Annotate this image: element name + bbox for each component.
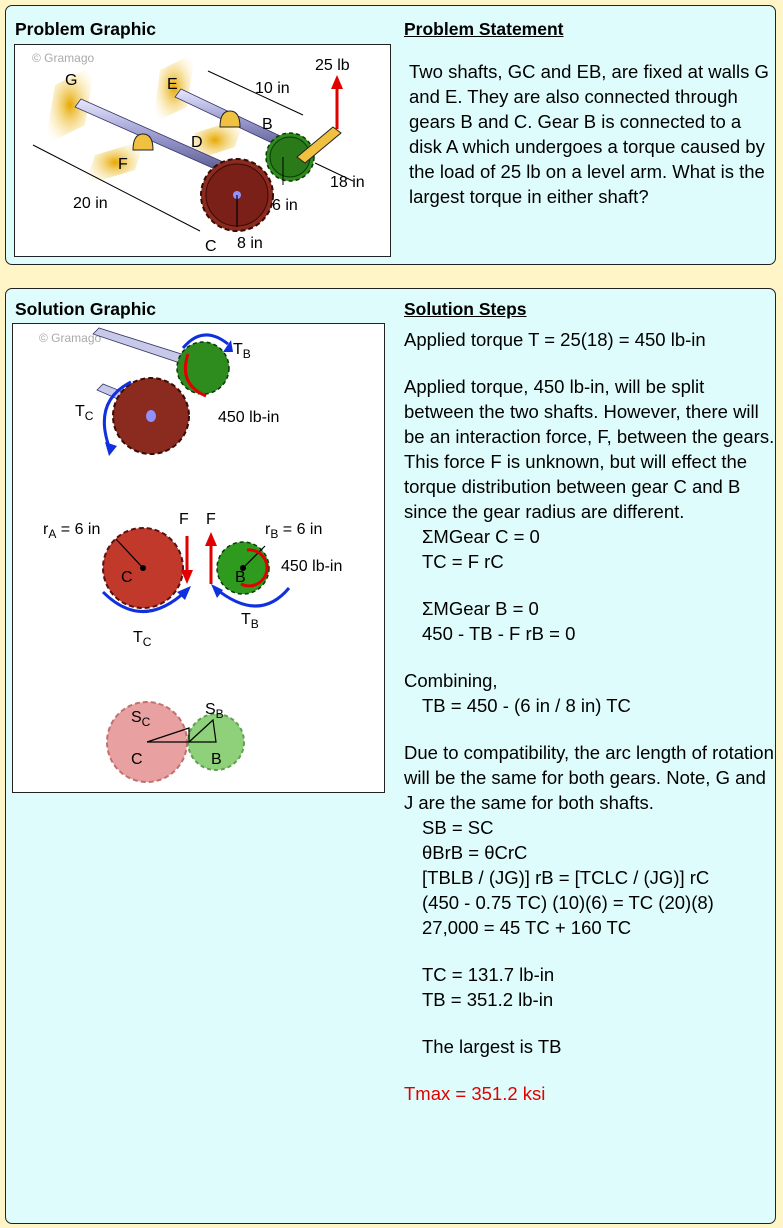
solution-graphic-title: Solution Graphic bbox=[15, 299, 156, 319]
label-sb: $S_B$ bbox=[205, 701, 224, 721]
eq-tc: TC = F rC bbox=[422, 551, 504, 572]
label-gear-b: B bbox=[235, 569, 246, 586]
largest-statement: The largest is TB bbox=[422, 1036, 562, 1057]
eq-theta: θBrB = θCrC bbox=[422, 842, 528, 863]
label-8in: 8 in bbox=[237, 235, 263, 252]
eq-num: (450 - 0.75 TC) (10)(6) = TC (20)(8) bbox=[422, 892, 714, 913]
label-tb-fbd: $T_B$ bbox=[241, 611, 259, 631]
label-18in: 18 in bbox=[330, 174, 365, 191]
label-tc-fbd: $T_C$ bbox=[133, 629, 152, 649]
label-tc-top: $T_C$ bbox=[75, 403, 94, 423]
solution-steps bbox=[404, 327, 776, 1106]
label-load: 25 lb bbox=[315, 57, 350, 74]
label-torque-top: 450 lb-in bbox=[218, 409, 280, 426]
label-b: B bbox=[262, 116, 273, 133]
label-f2: F bbox=[206, 511, 216, 528]
label-g: G bbox=[65, 72, 78, 89]
label-torque-fbd: 450 lb-in bbox=[281, 558, 343, 575]
solution-panel bbox=[5, 288, 776, 1224]
label-tb-top: $T_B$ bbox=[233, 341, 251, 361]
label-c: C bbox=[205, 238, 217, 255]
step-split: Applied torque, 450 lb-in, will be split between the two shafts. However, there will be an interaction force, F, between the gears. This force F is unknown, but will effect the torque distribution between gear C and B since the gear radius are different. bbox=[404, 376, 775, 522]
problem-graphic-title: Problem Graphic bbox=[15, 19, 157, 39]
label-gear-c: C bbox=[121, 569, 133, 586]
eq-s: SB = SC bbox=[422, 817, 494, 838]
result-tc: TC = 131.7 lb-in bbox=[422, 964, 555, 985]
eq-sum-c: ΣMGear C = 0 bbox=[422, 526, 540, 547]
problem-graphic bbox=[14, 44, 391, 257]
copyright: © Gramago bbox=[32, 51, 95, 65]
eq-tl: [TBLB / (JG)] rB = [TCLC / (JG)] rC bbox=[422, 867, 710, 888]
solution-graphic bbox=[12, 323, 385, 793]
label-6in: 6 in bbox=[272, 197, 298, 214]
label-e: E bbox=[167, 76, 178, 93]
eq-sum: 27,000 = 45 TC + 160 TC bbox=[422, 917, 632, 938]
label-f: F bbox=[118, 156, 128, 173]
eq-combined: TB = 450 - (6 in / 8 in) TC bbox=[422, 695, 631, 716]
label-sc: $S_C$ bbox=[131, 709, 151, 729]
problem-panel bbox=[5, 5, 776, 265]
copyright: © Gramago bbox=[39, 331, 102, 345]
final-answer: Tmax = 351.2 ksi bbox=[404, 1083, 546, 1104]
problem-figure bbox=[15, 45, 390, 256]
eq-b: 450 - TB - F rB = 0 bbox=[422, 623, 576, 644]
label-ra: $r_A = 6$ in bbox=[43, 521, 101, 541]
solution-steps-title: Solution Steps bbox=[404, 299, 527, 319]
eq-sum-b: ΣMGear B = 0 bbox=[422, 598, 539, 619]
label-f1: F bbox=[179, 511, 189, 528]
problem-statement-title: Problem Statement bbox=[404, 19, 564, 39]
problem-statement-text: Two shafts, GC and EB, are fixed at walls G and E. They are also connected through gears B and C. Gear B is connected to a disk A which undergoes a torque caused by the load of 25 lb on a level arm. What is the largest torque in either shaft? bbox=[409, 61, 769, 207]
label-c-compat: C bbox=[131, 751, 143, 768]
label-10in: 10 in bbox=[255, 80, 290, 97]
result-tb: TB = 351.2 lb-in bbox=[422, 989, 554, 1010]
label-20in: 20 in bbox=[73, 195, 108, 212]
solution-figure bbox=[13, 324, 384, 792]
step-applied: Applied torque T = 25(18) = 450 lb-in bbox=[404, 329, 706, 350]
step-combining: Combining, bbox=[404, 670, 498, 691]
step-compat: Due to compatibility, the arc length of rotation will be the same for both gears. Note, G and J are the same for both shafts. bbox=[404, 742, 774, 813]
label-rb: $r_B = 6$ in bbox=[265, 521, 323, 541]
label-b-compat: B bbox=[211, 751, 222, 768]
label-d: D bbox=[191, 134, 203, 151]
